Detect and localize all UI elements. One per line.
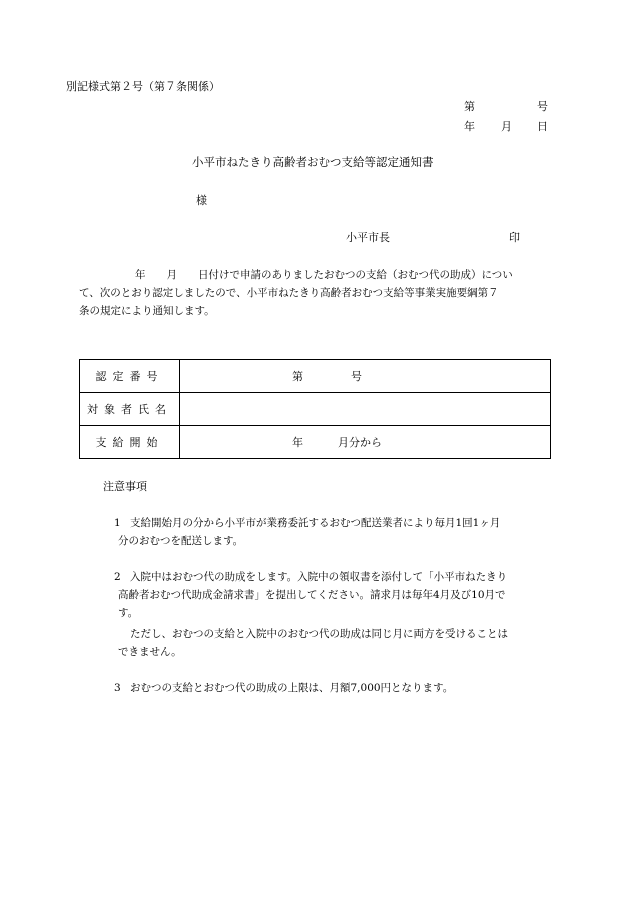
table-row xyxy=(80,393,551,426)
certification-number-value xyxy=(180,360,551,393)
start-month-label: 月分から xyxy=(338,436,382,449)
seal-mark: 印 xyxy=(509,231,520,244)
note-2-number: 2 xyxy=(114,571,121,583)
certification-number-prefix: 第 xyxy=(292,370,303,383)
recipient-name-label: 対象者氏名 xyxy=(80,393,180,426)
note-3-number: 3 xyxy=(114,682,121,694)
notice-number-prefix: 第 xyxy=(464,100,475,113)
start-of-supply-value xyxy=(180,426,551,459)
addressee-suffix: 様 xyxy=(196,194,207,207)
note-2-line-2: 高齢者おむつ代助成金請求書」を提出してください。請求月は毎年4月及び10月で xyxy=(118,589,506,601)
start-year-label: 年 xyxy=(292,436,303,449)
document-title: 小平市ねたきり高齢者おむつ支給等認定通知書 xyxy=(192,155,434,169)
certification-table xyxy=(79,359,551,459)
note-2-line-1: 入院中はおむつ代の助成をします。入院中の領収書を添付して「小平市ねたきり xyxy=(130,571,508,583)
date-day-label: 日 xyxy=(537,120,548,133)
recipient-name-value xyxy=(180,393,551,426)
date-month-label: 月 xyxy=(501,120,512,133)
form-reference: 別記様式第２号（第７条関係） xyxy=(66,80,220,93)
notice-number-suffix: 号 xyxy=(537,100,548,113)
table-row xyxy=(80,360,551,393)
note-1-line-2: 分のおむつを配送します。 xyxy=(118,535,244,547)
note-1-number: 1 xyxy=(114,517,121,529)
notes-heading: 注意事項 xyxy=(103,480,147,493)
note-1-line-1: 支給開始月の分から小平市が業務委託するおむつ配送業者により毎月1回1ヶ月 xyxy=(130,517,501,529)
certification-number-suffix: 号 xyxy=(351,370,362,383)
note-2-line-5: できません。 xyxy=(118,646,182,658)
body-line-2: て、次のとおり認定しましたので、小平市ねたきり高齢者おむつ支給等事業実施要綱第７ xyxy=(79,287,499,299)
date-year-label: 年 xyxy=(464,120,475,133)
start-of-supply-label: 支給開始 xyxy=(80,426,180,459)
issuer-name: 小平市長 xyxy=(346,231,390,244)
table-row xyxy=(80,426,551,459)
body-line-3: 条の規定により通知します。 xyxy=(79,305,215,317)
note-2-line-3: す。 xyxy=(118,607,139,619)
certification-number-label: 認定番号 xyxy=(80,360,180,393)
note-2-line-4: ただし、おむつの支給と入院中のおむつ代の助成は同じ月に両方を受けることは xyxy=(130,628,508,640)
body-line-1: 年 月 日付けで申請のありましたおむつの支給（おむつ代の助成）につい xyxy=(135,269,513,281)
note-3-line-1: おむつの支給とおむつ代の助成の上限は、月額7,000円となります。 xyxy=(130,682,454,694)
